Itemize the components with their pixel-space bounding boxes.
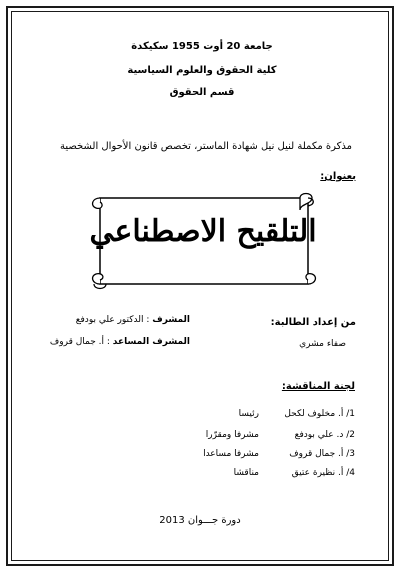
session-date: دورة جـــوان 2013: [159, 515, 241, 526]
prepared-by-label: من إعداد الطالبة:: [270, 317, 356, 328]
co-supervisor-label: المشرف المساعد: [112, 337, 190, 347]
supervisor-value: : الدكتور علي بودفع: [75, 315, 150, 325]
committee-member-3: 3/ أ. جمال قروف: [289, 449, 355, 459]
committee-heading: لجنة المناقشة:: [281, 381, 355, 392]
university-name: جامعة 20 أوت 1955 سكيكدة: [131, 41, 273, 52]
committee-role-1: رئيسا: [238, 409, 259, 419]
co-supervisor-line: [50, 338, 190, 347]
committee-member-1: 1/ أ. مخلوف لكحل: [284, 409, 355, 419]
title-intro: بعنوان:: [320, 171, 356, 182]
faculty-name: كلية الحقوق والعلوم السياسية: [127, 65, 277, 76]
supervisor-label: المشرف: [152, 315, 190, 325]
committee-member-4: 4/ أ. نظيرة عتيق: [291, 468, 355, 478]
thesis-title: التلقيح الاصطناعي: [89, 214, 317, 249]
committee-member-2: 2/ د. علي بودفع: [294, 430, 355, 440]
committee-role-2: مشرفا ومقرّرا: [205, 430, 259, 440]
committee-role-4: مناقشا: [233, 468, 259, 478]
committee-role-3: مشرفا مساعدا: [203, 449, 259, 459]
department-name: قسم الحقوق: [169, 87, 235, 98]
student-name: صفاء مشري: [299, 339, 346, 349]
supervisor-line: [76, 316, 190, 325]
memo-description: مذكرة مكملة لنيل نيل شهادة الماستر، تخصص قانون الأحوال الشخصية: [59, 141, 353, 152]
co-supervisor-value: : أ. جمال قروف: [49, 337, 110, 347]
